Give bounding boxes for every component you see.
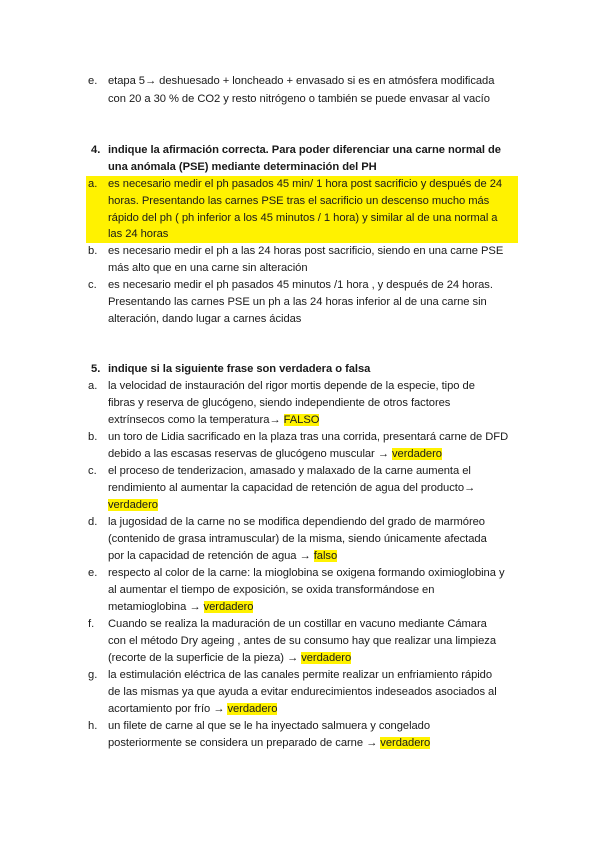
q5-b-answer: verdadero — [392, 448, 442, 460]
q5-d-line-3: por la capacidad de retención de agua → falso — [108, 550, 338, 562]
q5-f-marker: f. — [88, 618, 95, 630]
q5-h-marker: h. — [88, 720, 98, 732]
q5-c-line-1: el proceso de tenderizacion, amasado y malaxado de la carne aumenta el — [108, 465, 471, 477]
q5-b-line-1: un toro de Lidia sacrificado en la plaza tras una corrida, presentará carne de DFD — [108, 431, 509, 443]
q5-h-line-2: posteriormente se considera un preparado de carne → verdadero — [108, 737, 431, 749]
q5-a-line-3: extrínsecos como la temperatura→ FALSO — [108, 414, 320, 426]
q5-g-answer: verdadero — [227, 703, 278, 715]
q4-a-line-3: rápido del ph ( ph inferior a los 45 minutos / 1 hora) y similar al de una normal a — [108, 212, 498, 224]
q5-e-line-2: al aumentar el tiempo de exposición, se oxida transformándose en — [108, 584, 435, 596]
q4-a-line-4: las 24 horas — [108, 228, 169, 240]
q5-e-answer: verdadero — [203, 601, 254, 613]
q5-f-line-3: (recorte de la superficie de la pieza) → verdadero — [108, 652, 352, 664]
q5-e-line-1: respecto al color de la carne: la mioglobina se oxigena formando oximioglobina y — [108, 567, 505, 579]
q5-h-answer: verdadero — [380, 737, 431, 749]
q4-b-marker: b. — [88, 245, 98, 257]
arrow-icon: → — [213, 703, 225, 715]
q5-h-line-1: un filete de carne al que se le ha inyectado salmuera y congelado — [108, 720, 431, 732]
q5-a-marker: a. — [88, 380, 98, 392]
q5-c-answer: verdadero — [108, 499, 158, 511]
q4-a-line-1: es necesario medir el ph pasados 45 min/ 1 hora post sacrificio y después de 24 — [108, 178, 503, 190]
arrow-icon: → — [464, 482, 476, 494]
arrow-icon: → — [269, 414, 281, 426]
q5-f-answer: verdadero — [301, 652, 352, 664]
q5-e-marker: e. — [88, 567, 98, 579]
q4-c-line-3: alteración, dando lugar a carnes ácidas — [108, 313, 302, 325]
q5-d-marker: d. — [88, 516, 98, 528]
q4-title-line-2: una anómala (PSE) mediante determinación del PH — [108, 161, 377, 173]
q5-a-line-1: la velocidad de instauración del rigor mortis depende de la especie, tipo de — [108, 380, 475, 392]
item-e-marker: e. — [88, 75, 98, 87]
arrow-icon: → — [366, 737, 378, 749]
q4-a-line-2: horas. Presentando las carnes PSE tras el sacrificio un descenso mucho más — [108, 195, 490, 207]
arrow-icon: → — [189, 601, 201, 613]
item-e-line-1: etapa 5→ deshuesado + loncheado + envasado si es en atmósfera modificada — [108, 75, 495, 87]
q5-e-line-3: metamioglobina → verdadero — [108, 601, 254, 613]
q5-title: indique si la siguiente frase son verdadera o falsa — [108, 363, 371, 375]
q4-a-marker: a. — [88, 178, 98, 190]
arrow-icon: → — [144, 75, 157, 87]
q5-d-line-2: (contenido de grasa intramuscular) de la misma, siendo únicamente afectada — [108, 533, 487, 545]
arrow-icon: → — [299, 550, 311, 562]
q5-b-marker: b. — [88, 431, 98, 443]
q5-c-line-3 — [108, 497, 158, 513]
q4-number: 4. — [91, 144, 101, 156]
q4-c-line-1: es necesario medir el ph pasados 45 minutos /1 hora , y después de 24 horas. — [108, 279, 493, 291]
q5-number: 5. — [91, 363, 101, 375]
q5-g-line-1: la estimulación eléctrica de las canales permite realizar un enfriamiento rápido — [108, 669, 493, 681]
q5-f-line-1: Cuando se realiza la maduración de un costillar en vacuno mediante Cámara — [108, 618, 487, 630]
q5-f-line-2: con el método Dry ageing , antes de su consumo hay que realizar una limpieza — [108, 635, 496, 647]
q5-g-marker: g. — [88, 669, 98, 681]
q5-c-line-2: rendimiento al aumentar la capacidad de retención de agua del producto→ — [108, 482, 476, 494]
q5-d-answer: falso — [313, 550, 338, 562]
q5-c-marker: c. — [88, 465, 97, 477]
arrow-icon: → — [287, 652, 299, 664]
q5-d-line-1: la jugosidad de la carne no se modifica dependiendo del grado de marmóreo — [108, 516, 485, 528]
q4-b-line-2: más alto que en una carne sin alteración — [108, 262, 308, 274]
q4-b-line-1: es necesario medir el ph a las 24 horas post sacrificio, siendo en una carne PSE — [108, 245, 504, 257]
q4-c-marker: c. — [88, 279, 97, 291]
arrow-icon: → — [377, 448, 389, 460]
q5-g-line-2: de las mismas ya que ayuda a evitar endurecimientos indeseados asociados al — [108, 686, 497, 698]
q5-g-line-3: acortamiento por frío → verdadero — [108, 703, 278, 715]
q5-b-line-2: debido a las escasas reservas de glucógeno muscular → verdadero — [108, 448, 442, 460]
q4-title-line-1: indique la afirmación correcta. Para poder diferenciar una carne normal de — [108, 144, 501, 156]
q4-c-line-2: Presentando las carnes PSE un ph a las 24 horas inferior al de una carne sin — [108, 296, 487, 308]
q5-a-line-2: fibras y reserva de glucógeno, siendo independiente de otros factores — [108, 397, 451, 409]
q5-a-answer: FALSO — [283, 414, 320, 426]
item-e-line-2: con 20 a 30 % de CO2 y resto nitrógeno o también se puede envasar al vacío — [108, 93, 490, 105]
